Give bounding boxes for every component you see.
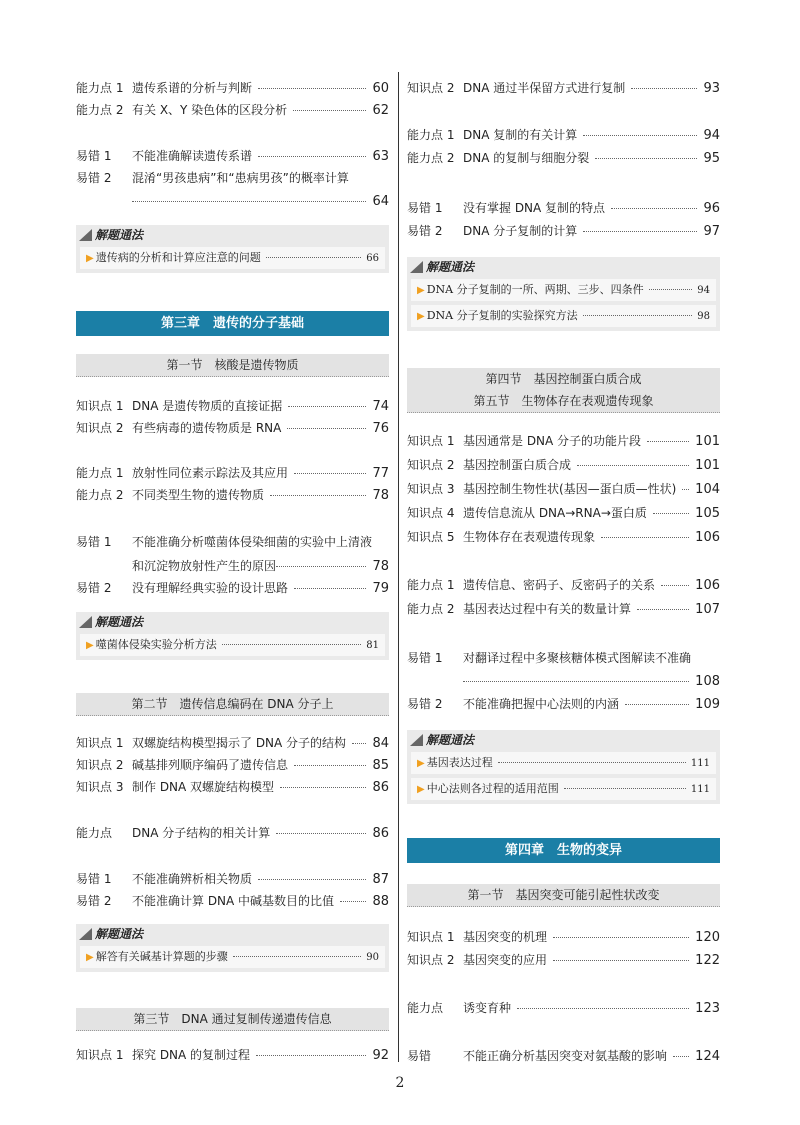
entry-line [463,124,720,147]
dot-leader [564,788,686,789]
entry-page: 63 [372,149,389,164]
entry-line [132,1044,389,1067]
corner-triangle-icon [79,229,92,241]
dot-leader [553,960,689,961]
entry-line [132,890,389,913]
entry-line [463,574,720,597]
section-heading: 第一节 核酸是遗传物质 [76,354,389,377]
entry-category: 能力点 1 [76,81,124,95]
entry-page: 101 [695,434,720,449]
entry-line-continued [132,191,389,213]
entry-page: 101 [695,458,720,473]
dot-leader [222,644,362,645]
entry-line [132,776,389,799]
dot-leader [276,566,366,567]
entry-category: 知识点 3 [407,482,455,496]
entry-page: 109 [695,697,720,712]
entry-page: 123 [695,1001,720,1016]
entry-page: 106 [695,578,720,593]
entry-title: 对翻译过程中多聚核糖体模式图解读不准确 [463,651,692,665]
entry-line [463,1045,720,1068]
entry-title: 遗传系谱的分析与判断 [132,81,253,95]
entry-category: 知识点 4 [407,506,455,520]
toc-entry[interactable] [407,502,720,524]
toc-entry[interactable] [76,822,389,844]
entry-line [463,502,720,525]
dot-leader [340,901,366,902]
entry-title: 基因突变的应用 [463,953,548,967]
toc-entry[interactable] [407,926,720,948]
dot-leader [583,135,697,136]
entry-category: 易错 [407,1049,432,1063]
entry-category: 能力点 1 [76,466,124,480]
toc-entry[interactable] [76,531,389,574]
entry-title: 没有掌握 DNA 复制的特点 [463,201,606,215]
method-item[interactable] [411,305,716,327]
entry-category: 能力点 2 [76,488,124,502]
entry-category: 易错 1 [76,872,112,886]
entry-title: 不能准确辨析相关物质 [132,872,253,886]
method-item-title: 解答有关碱基计算题的步骤 [95,950,228,963]
entry-title: 不能准确计算 DNA 中碱基数目的比值 [132,894,335,908]
method-item-page: 90 [366,952,379,963]
entry-title: 基因控制生物性状(基因—蛋白质—性状) [463,482,677,496]
toc-entry[interactable] [76,395,389,417]
entry-line [132,822,389,845]
chapter-heading: 第四章 生物的变异 [407,838,720,863]
triangle-bullet-icon: ▶ [417,285,425,296]
toc-entry[interactable] [407,1045,720,1067]
entry-category: 知识点 1 [76,1048,124,1062]
entry-page: 92 [372,1048,389,1063]
method-box-header [76,225,389,245]
toc-entry[interactable] [407,598,720,620]
entry-title: DNA 通过半保留方式进行复制 [463,81,626,95]
entry-line [463,430,720,453]
entry-page: 86 [372,780,389,795]
entry-page: 76 [372,421,389,436]
dot-leader [258,156,366,157]
entry-category: 知识点 2 [407,953,455,967]
entry-page: 62 [372,103,389,118]
section-heading: 第一节 基因突变可能引起性状改变 [407,884,720,907]
toc-entry[interactable] [407,454,720,476]
entry-title: DNA 复制的有关计算 [463,128,578,142]
method-box-header [76,612,389,632]
entry-page: 97 [703,224,720,239]
dot-leader [233,956,362,957]
triangle-bullet-icon: ▶ [417,784,425,795]
dot-leader [625,704,689,705]
entry-category: 易错 1 [76,535,112,549]
entry-page: 88 [372,894,389,909]
entry-line [132,732,389,755]
entry-title: 放射性同位素示踪法及其应用 [132,466,289,480]
method-item-title: 中心法则各过程的适用范围 [426,782,559,795]
dot-leader [595,158,697,159]
method-item-title: DNA 分子复制的实验探究方法 [426,309,578,322]
toc-entry[interactable] [407,478,720,500]
entry-title: 不能准确解读遗传系谱 [132,149,253,163]
toc-entry[interactable] [407,997,720,1019]
entry-category: 知识点 1 [407,434,455,448]
corner-triangle-icon [410,261,423,273]
toc-entry[interactable] [76,1044,389,1066]
entry-line [463,220,720,243]
method-item-page: 81 [366,640,379,651]
dot-leader [276,833,366,834]
entry-category: 知识点 2 [407,81,455,95]
dot-leader [661,585,689,586]
entry-title: 不同类型生物的遗传物质 [132,488,265,502]
entry-line [132,99,389,122]
dot-leader [294,765,366,766]
entry-category: 知识点 1 [407,930,455,944]
corner-triangle-icon [79,928,92,940]
method-box [407,730,720,804]
method-box-header [76,924,389,944]
entry-page: 108 [695,674,720,689]
toc-entry[interactable] [76,484,389,506]
triangle-bullet-icon: ▶ [86,640,94,651]
dot-leader [270,495,366,496]
entry-title: 有些病毒的遗传物质是 RNA [132,421,282,435]
entry-title: 基因突变的机理 [463,930,548,944]
method-box-title: 解题通法 [95,228,144,242]
method-item-page: 111 [690,758,710,769]
entry-page: 78 [372,488,389,503]
triangle-bullet-icon: ▶ [417,758,425,769]
toc-entry[interactable] [407,430,720,452]
entry-title: 没有理解经典实验的设计思路 [132,581,289,595]
dot-leader [583,231,697,232]
dot-leader [288,406,366,407]
dot-leader [352,743,366,744]
entry-title: 制作 DNA 双螺旋结构模型 [132,780,275,794]
entry-category: 易错 2 [76,581,112,595]
dot-leader [517,1008,689,1009]
dot-leader [463,681,689,682]
page-number: 2 [395,1075,405,1091]
entry-category: 易错 2 [407,697,443,711]
toc-entry[interactable] [76,417,389,439]
entry-title-continued: 和沉淀物放射性产生的原因 [132,559,277,573]
dot-leader [601,537,689,538]
entry-category: 能力点 2 [407,602,455,616]
toc-entry[interactable] [76,732,389,754]
method-box-title: 解题通法 [95,615,144,629]
entry-title: 诱变育种 [463,1001,512,1015]
entry-title: 基因通常是 DNA 分子的功能片段 [463,434,642,448]
dot-leader [553,937,689,938]
entry-category: 易错 2 [76,171,112,185]
entry-page: 120 [695,930,720,945]
entry-page: 107 [695,602,720,617]
entry-line [132,754,389,777]
entry-line-continued [463,671,720,693]
toc-entry[interactable] [76,99,389,121]
entry-title: 不能准确把握中心法则的内涵 [463,697,620,711]
dot-leader [498,762,686,763]
entry-line [463,197,720,220]
entry-category: 能力点 2 [407,151,455,165]
triangle-bullet-icon: ▶ [86,253,94,264]
entry-title: 探究 DNA 的复制过程 [132,1048,251,1062]
entry-line [463,77,720,100]
entry-line [463,926,720,949]
entry-category: 知识点 2 [76,421,124,435]
method-item[interactable] [411,778,716,800]
dot-leader [577,465,689,466]
toc-entry[interactable] [76,890,389,912]
entry-line [463,454,720,477]
toc-entry[interactable] [407,693,720,715]
section-heading: 第二节 遗传信息编码在 DNA 分子上 [76,693,389,716]
dot-leader [258,879,366,880]
entry-title: 生物体存在表观遗传现象 [463,530,596,544]
entry-line [463,997,720,1020]
entry-title: DNA 分子结构的相关计算 [132,826,271,840]
method-box-title: 解题通法 [426,260,475,274]
entry-title: 基因控制蛋白质合成 [463,458,572,472]
dot-leader [294,588,366,589]
entry-category: 知识点 1 [76,399,124,413]
entry-page: 84 [372,736,389,751]
method-item[interactable] [411,279,716,301]
method-item[interactable] [80,946,385,968]
toc-entry[interactable] [407,574,720,596]
entry-page: 64 [372,194,389,209]
section-heading [407,368,720,413]
entry-page: 79 [372,581,389,596]
dot-leader [653,513,689,514]
entry-line [463,693,720,716]
entry-category: 知识点 3 [76,780,124,794]
entry-page: 96 [703,201,720,216]
dot-leader [258,88,366,89]
dot-leader [631,88,697,89]
dot-leader [647,441,689,442]
toc-entry[interactable] [407,77,720,99]
entry-category: 易错 2 [407,224,443,238]
entry-page: 124 [695,1049,720,1064]
entry-page: 105 [695,506,720,521]
entry-title: DNA 是遗传物质的直接证据 [132,399,283,413]
entry-page: 104 [695,482,720,497]
corner-triangle-icon [79,616,92,628]
entry-category: 易错 1 [407,651,443,665]
toc-entry[interactable] [407,197,720,219]
method-item[interactable] [80,247,385,269]
section-heading-line: 第五节 生物体存在表观遗传现象 [473,394,654,408]
dot-leader [294,473,366,474]
entry-title: 遗传信息、密码子、反密码子的关系 [463,578,656,592]
entry-category: 易错 1 [76,149,112,163]
entry-line [132,484,389,507]
entry-line [132,417,389,440]
method-box [76,612,389,660]
dot-leader [637,609,689,610]
entry-title: 基因表达过程中有关的数量计算 [463,602,632,616]
dot-leader [266,257,362,258]
entry-line [132,462,389,485]
entry-line [132,577,389,600]
triangle-bullet-icon: ▶ [86,952,94,963]
method-box [76,225,389,273]
entry-line [132,145,389,168]
entry-page: 74 [372,399,389,414]
entry-line [463,949,720,972]
entry-title: DNA 的复制与细胞分裂 [463,151,590,165]
method-item-page: 98 [697,311,710,322]
dot-leader [611,208,697,209]
column-divider [398,72,399,1062]
entry-page: 93 [703,81,720,96]
toc-entry[interactable] [76,145,389,167]
entry-category: 易错 2 [76,894,112,908]
entry-page: 87 [372,872,389,887]
method-item[interactable] [80,634,385,656]
toc-entry[interactable] [407,124,720,146]
entry-category: 能力点 1 [407,128,455,142]
method-item-page: 66 [366,253,379,264]
entry-title: 有关 X、Y 染色体的区段分析 [132,103,288,117]
entry-category: 知识点 1 [76,736,124,750]
entry-line [463,598,720,621]
entry-title: 不能正确分析基因突变对氨基酸的影响 [463,1049,668,1063]
dot-leader [583,315,693,316]
entry-category: 知识点 2 [407,458,455,472]
entry-category: 易错 1 [407,201,443,215]
dot-leader [132,201,366,202]
entry-page: 85 [372,758,389,773]
entry-line [463,147,720,170]
entry-line [463,647,720,669]
entry-page: 122 [695,953,720,968]
entry-page: 60 [372,81,389,96]
entry-line [132,77,389,100]
method-box [76,924,389,972]
entry-line [132,167,389,189]
entry-category: 知识点 5 [407,530,455,544]
dot-leader [280,787,366,788]
toc-entry[interactable] [76,462,389,484]
entry-title: 双螺旋结构模型揭示了 DNA 分子的结构 [132,736,347,750]
toc-entry[interactable] [407,526,720,548]
chapter-heading: 第三章 遗传的分子基础 [76,311,389,336]
entry-page: 106 [695,530,720,545]
section-heading: 第三节 DNA 通过复制传递遗传信息 [76,1008,389,1031]
entry-category: 能力点 1 [407,578,455,592]
section-heading-line: 第四节 基因控制蛋白质合成 [485,372,642,386]
entry-title: 碱基排列顺序编码了遗传信息 [132,758,289,772]
toc-entry[interactable] [407,147,720,169]
method-item-title: 噬菌体侵染实验分析方法 [95,638,217,651]
triangle-bullet-icon: ▶ [417,311,425,322]
toc-entry[interactable] [76,77,389,99]
method-box-title: 解题通法 [95,927,144,941]
toc-entry[interactable] [407,647,720,689]
entry-category: 能力点 2 [76,103,124,117]
entry-page: 86 [372,826,389,841]
entry-page: 78 [372,559,389,574]
dot-leader [673,1056,689,1057]
entry-line-continued [132,555,389,578]
entry-line [132,531,389,553]
entry-title: 不能准确分析噬菌体侵染细菌的实验中上清液 [132,535,373,549]
entry-line [463,526,720,549]
dot-leader [287,428,366,429]
entry-page: 95 [703,151,720,166]
toc-entry[interactable] [76,577,389,599]
entry-page: 94 [703,128,720,143]
entry-title: 遗传信息流从 DNA→RNA→蛋白质 [463,506,647,520]
dot-leader [649,289,693,290]
method-box-title: 解题通法 [426,733,475,747]
entry-category: 知识点 2 [76,758,124,772]
method-box [407,257,720,331]
method-item-page: 94 [697,285,710,296]
method-item-page: 111 [690,784,710,795]
dot-leader [293,110,366,111]
corner-triangle-icon [410,734,423,746]
entry-line [463,478,720,501]
entry-category: 能力点 [76,826,113,840]
method-box-header [407,730,720,750]
entry-line [132,395,389,418]
method-item-title: 遗传病的分析和计算应注意的问题 [95,251,261,264]
dot-leader [682,489,689,490]
method-item[interactable] [411,752,716,774]
dot-leader [256,1055,366,1056]
toc-entry[interactable] [76,754,389,776]
toc-entry[interactable] [76,776,389,798]
method-box-header [407,257,720,277]
entry-category: 能力点 [407,1001,444,1015]
toc-entry[interactable] [76,868,389,890]
entry-title: DNA 分子复制的计算 [463,224,578,238]
entry-title: 混淆“男孩患病”和“患病男孩”的概率计算 [132,171,349,185]
method-item-title: 基因表达过程 [426,756,493,769]
entry-page: 77 [372,466,389,481]
toc-entry[interactable] [407,949,720,971]
entry-line [132,868,389,891]
toc-entry[interactable] [407,220,720,242]
toc-entry[interactable] [76,167,389,209]
method-item-title: DNA 分子复制的一所、两期、三步、四条件 [426,283,644,296]
